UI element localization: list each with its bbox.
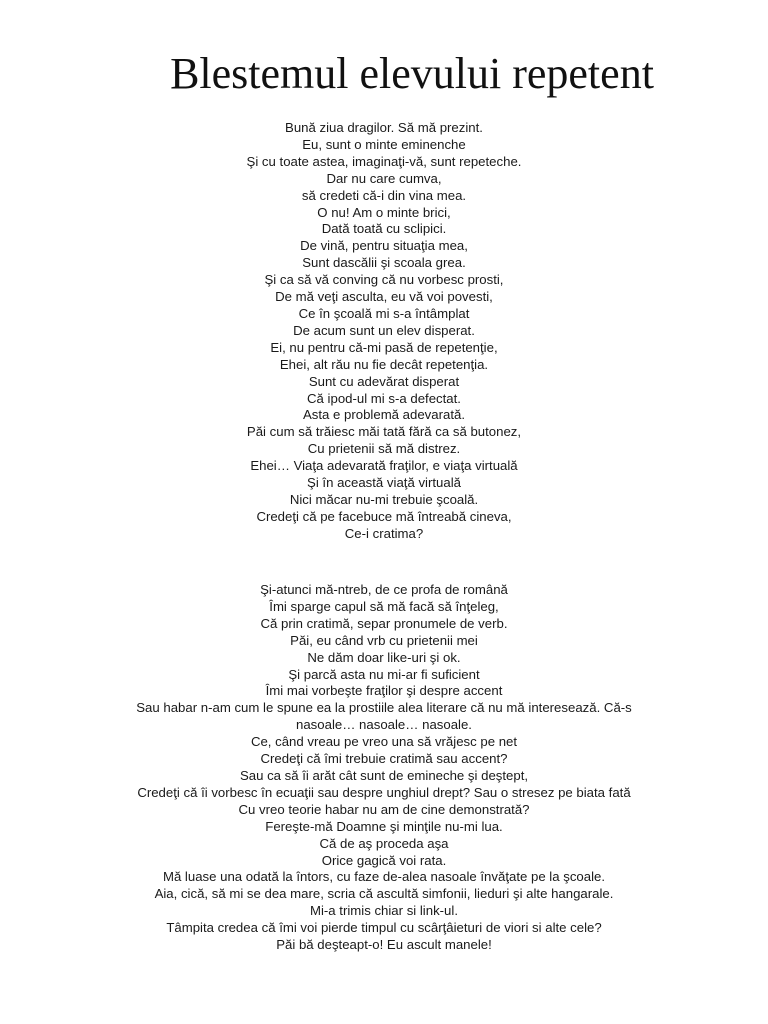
poem-line: Sunt cu adevărat disperat — [308, 373, 460, 389]
poem-line: Că de aş proceda aşa — [319, 835, 449, 851]
poem-stanza-1 — [0, 120, 768, 543]
poem-line: Îmi sparge capul să mă facă să înţeleg, — [269, 598, 499, 614]
poem-line: Eu, sunt o minte eminenche — [302, 136, 466, 152]
poem-line: De vină, pentru situaţia mea, — [300, 238, 468, 254]
poem-line: Că ipod-ul mi s-a defectat. — [307, 390, 461, 406]
document-title: Blestemul elevului repetent — [170, 49, 654, 98]
poem-line: Şi cu toate astea, imaginaţi-vă, sunt repeteche. — [246, 153, 522, 169]
poem-line: să credeti că-i din vina mea. — [301, 187, 467, 203]
poem-line: Păi bă deşteapt-o! Eu ascult manele! — [276, 937, 492, 953]
poem-line: Ei, nu pentru că-mi pasă de repetenţie, — [270, 339, 498, 355]
poem-line: Aia, cică, să mi se dea mare, scria că ascultă simfonii, lieduri şi alte hangarale. — [154, 886, 614, 902]
poem-line: Ne dăm doar like-uri şi ok. — [307, 649, 461, 665]
poem-line: De acum sunt un elev disperat. — [293, 322, 475, 338]
poem-line: Mă luase una odată la întors, cu faze de-alea nasoale învăţate pe la şcoale. — [162, 869, 606, 885]
poem-line: Fereşte-mă Doamne şi minţile nu-mi lua. — [265, 818, 503, 834]
poem-line: Şi parcă asta nu mi-ar fi suficient — [288, 666, 480, 682]
poem-line: Sau habar n-am cum le spune ea la prostiile alea literare că nu mă interesează. Că-s — [136, 700, 632, 716]
poem-line: Credeţi că îi vorbesc în ecuaţii sau despre unghiul drept? Sau o stresez pe biata fată — [137, 784, 631, 800]
poem-stanza-2 — [0, 582, 768, 954]
poem-line: Ce în şcoală mi s-a întâmplat — [298, 305, 470, 321]
poem-line: O nu! Am o minte brici, — [317, 204, 451, 220]
poem-line: Bună ziua dragilor. Să mă prezint. — [285, 120, 483, 135]
poem-line: Păi cum să trăiesc măi tată fără ca să butonez, — [246, 424, 522, 440]
poem-line: Nici măcar nu-mi trebuie şcoală. — [289, 491, 479, 507]
poem-line: Credeţi că îmi trebuie cratimă sau accent? — [260, 751, 508, 767]
poem-line: Sunt dascălii şi scoala grea. — [302, 255, 466, 271]
poem-line: Sau ca să îi arăt cât sunt de emineche şi deştept, — [239, 767, 529, 783]
poem-line: Cu vreo teorie habar nu am de cine demonstrată? — [238, 801, 530, 817]
poem-line: Asta e problemă adevarată. — [302, 407, 465, 423]
poem-line: Ce, când vreau pe vreo una să vrăjesc pe net — [250, 734, 518, 750]
poem-line: Mi-a trimis chiar si link-ul. — [309, 903, 458, 919]
poem-line: Orice gagică voi rata. — [321, 852, 447, 868]
poem-line: nasoale… nasoale… nasoale. — [296, 717, 472, 733]
poem-line: De mă veţi asculta, eu vă voi povesti, — [275, 289, 493, 305]
poem-line: Îmi mai vorbeşte fraţilor şi despre accent — [265, 683, 503, 699]
poem-line: Că prin cratimă, separ pronumele de verb. — [260, 615, 508, 631]
poem-line: Ehei… Viaţa adevarată fraţilor, e viaţa virtuală — [250, 458, 518, 474]
poem-line: Tâmpita credea că îmi voi pierde timpul cu scârţâieturi de viori si alte cele? — [166, 920, 602, 936]
poem-line: Ehei, alt rău nu fie decât repetenţia. — [279, 356, 489, 372]
poem-line: Ce-i cratima? — [344, 525, 424, 541]
poem-line: Credeţi că pe facebuce mă întreabă cineva, — [256, 508, 512, 524]
poem-line: Cu prietenii să mă distrez. — [307, 441, 461, 457]
poem-line: Dată toată cu sclipici. — [321, 221, 447, 237]
poem-line: Păi, eu când vrb cu prietenii mei — [290, 632, 478, 648]
poem-line: Şi în această viaţă virtuală — [307, 475, 461, 491]
poem-line: Dar nu care cumva, — [326, 170, 442, 186]
poem-line: Şi-atunci mă-ntreb, de ce profa de română — [260, 582, 508, 597]
poem-line: Şi ca să vă conving că nu vorbesc prosti, — [264, 272, 504, 288]
